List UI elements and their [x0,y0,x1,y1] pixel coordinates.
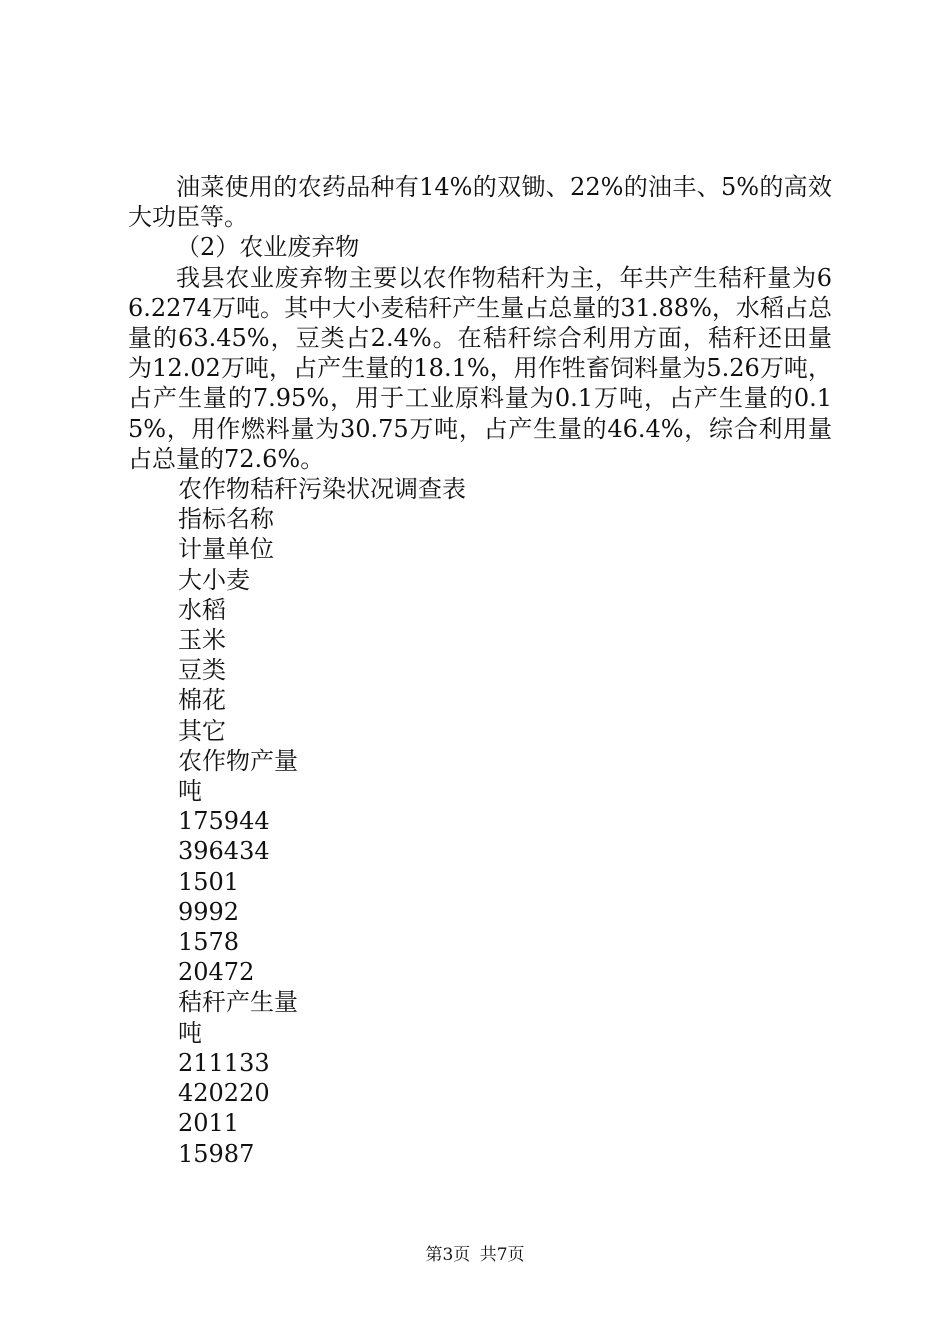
page-total: 共7页 [479,1245,525,1265]
table-cell: 211133 [178,1048,270,1077]
paragraph-straw-utilization: 我县农业废弃物主要以农作物秸秆为主，年共产生秸秆量为66.2274万吨。其中大小麦秸秆产生量占总量的31.88%，水稻占总量的63.45%，豆类占2.4%。在秸秆综合利用方面，秸秆还田量为12.02万吨，占产生量的18.1%，用作牲畜饲料量为5.26万吨，占产生量的7.95%，用于工业原料量为0.1万吨，占产生量的0.15%，用作燃料量为30.75万吨，占产生量的46.4%，综合利用量占总量的72.6%。 [128,263,832,473]
table-cell: 1501 [178,867,240,896]
table-cell: 9992 [178,897,240,926]
table-cell: 15987 [178,1139,255,1168]
table-row-name: 秸秆产生量 [178,988,298,1017]
table-title: 农作物秸秆污染状况调查表 [178,475,466,504]
table-cell: 420220 [178,1079,270,1108]
table-cell: 2011 [178,1109,240,1138]
table-header-cell: 豆类 [178,656,226,685]
document-body [128,172,832,1169]
table-row-name: 农作物产量 [178,746,298,775]
section-heading-agricultural-waste: （2）农业废弃物 [176,233,360,262]
table-cell: 175944 [178,807,270,836]
straw-pollution-table [128,474,832,1169]
table-header-cell: 计量单位 [178,535,274,564]
page-number: 第3页 [425,1245,471,1265]
table-header-cell: 其它 [178,716,226,745]
table-header-cell: 指标名称 [178,505,274,534]
table-header-cell: 大小麦 [178,565,250,594]
paragraph-pesticide: 油菜使用的农药品种有14%的双锄、22%的油丰、5%的高效大功臣等。 [128,173,832,232]
table-cell: 1578 [178,928,240,957]
table-row-unit: 吨 [178,1018,202,1047]
table-cell: 396434 [178,837,270,866]
table-row-unit: 吨 [178,777,202,806]
page-footer [0,1244,950,1266]
table-header-cell: 水稻 [178,595,226,624]
table-cell: 20472 [178,958,255,987]
table-header-cell: 玉米 [178,626,226,655]
table-header-cell: 棉花 [178,686,226,715]
